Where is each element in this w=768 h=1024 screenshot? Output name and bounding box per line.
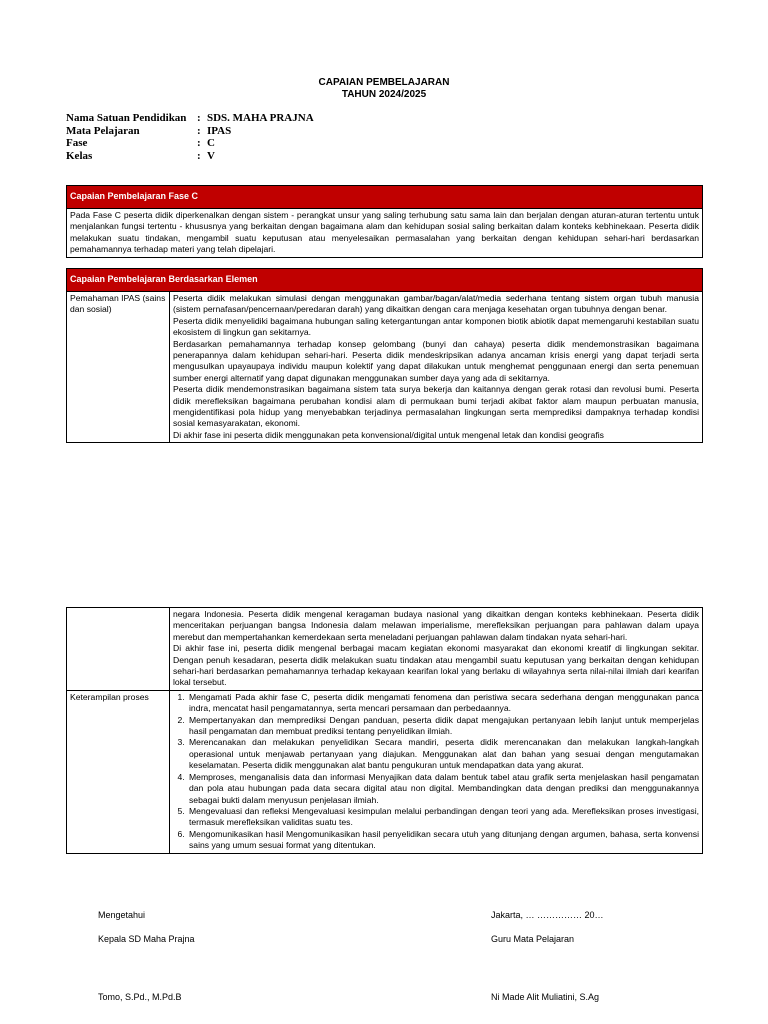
document-title: CAPAIAN PEMBELAJARAN bbox=[318, 77, 450, 88]
paragraph: negara Indonesia. Peserta didik mengenal keragaman budaya nasional yang dikaitkan dengan konteks kebhinekaan. Peserta didik menceritakan perjuangan bangsa Indonesia dalam melawan imperialisme, merefleksikan perjuangan para pahlawan dalam upaya merebut dan mempertahankan kemerdekaan serta meneladani perjuangan pahlawan dalam tindakan nyata sehari-hari. bbox=[173, 609, 699, 642]
paragraph: Di akhir fase ini, peserta didik mengenal berbagai macam kegiatan ekonomi masyarakat dan ekonomi kreatif di lingkungan sekitar. Dengan penuh kesadaran, peserta didik melakukan suatu tindakan atau mengambil suatu keputusan yang berkaitan dengan kehidupan sehari-hari berdasarkan pemahamannya terhadap kekayaan kearifan lokal yang berlaku di wilayahnya serta nilai-nilai ilmiah dari kearifan lokal tersebut. bbox=[173, 643, 699, 688]
paragraph: Peserta didik menyelidiki bagaimana hubungan saling ketergantungan antar komponen biotik abiotik dapat memengaruhi kestabilan suatu ekosistem di lingkun gan sekitarnya. bbox=[173, 315, 699, 338]
element-content-keterampilan bbox=[170, 690, 703, 853]
list-item: 3. Merencanakan dan melakukan penyelidikan Secara mandiri, peserta didik merencanakan dan melakukan langkah-langkah operasional untuk menjawab pertanyaan yang diajukan. Menggunakan alat dan bahan yang sesuai dengan mengutamakan keselamatan. Peserta didik menggunakan alat bantu pengukuran untuk mendapatkan data yang akurat. bbox=[187, 737, 699, 771]
paragraph: Di akhir fase ini peserta didik menggunakan peta konvensional/digital untuk mengenal letak dan kondisi geografis bbox=[173, 429, 604, 440]
meta-value: C bbox=[207, 137, 215, 149]
meta-row-class: Kelas : V bbox=[66, 149, 215, 162]
element-label-empty bbox=[67, 608, 170, 691]
meta-label: Nama Satuan Pendidikan bbox=[66, 112, 187, 124]
phase-text: Pada Fase C peserta didik diperkenalkan dengan sistem - perangkat unsur yang saling terhubung satu sama lain dan berjalan dengan aturan-aturan tertentu untuk menjalankan fungsi tertentu - khususnya yang berkaitan dengan bagaimana alam dan kehidupan sosial saling berkaitan dalam konteks kebhinekaan. Peserta didik melakukan suatu tindakan, mengambil suatu keputusan atau menyelesaikan permasalahan yang berkaitan dengan kehidupan sehari-hari berdasarkan pemahamannya terhadap materi yang telah dipelajari. bbox=[67, 209, 703, 258]
phase-table bbox=[66, 185, 703, 258]
signature-left-name: Tomo, S.Pd., M.Pd.B bbox=[98, 992, 182, 1002]
signature-left-role: Kepala SD Maha Prajna bbox=[98, 934, 195, 944]
paragraph: Peserta didik mendemonstrasikan bagaimana sistem tata surya bekerja dan kaitannya dengan gerak rotasi dan revolusi bumi. Peserta didik merefleksikan bagaimana perubahan kondisi alam di permukaan bumi terjadi akibat faktor alam maupun perbuatan manusia, mengidentifikasi pola hidup yang menyebabkan terjadinya permasalahan lingkungan serta memprediksi dampaknya terhadap kondisi sosial kemasyarakatan, ekonomi. bbox=[173, 384, 699, 429]
element-label-pemahaman: Pemahaman IPAS (sains dan sosial) bbox=[67, 292, 170, 443]
elements-table-page2 bbox=[66, 607, 703, 854]
signature-ack: Mengetahui bbox=[98, 910, 146, 920]
meta-row-phase: Fase : C bbox=[66, 137, 215, 149]
list-item: 5. Mengevaluasi dan refleksi Mengevaluasi kesimpulan melalui perbandingan dengan teori yang ada. Merefleksikan proses investigasi, termasuk merefleksikan validitas suatu tes. bbox=[187, 806, 699, 829]
paragraph: Peserta didik melakukan simulasi dengan menggunakan gambar/bagan/alat/media sederhana tentang sistem organ tubuh manusia (sistem pernafasan/pencernaan/peredaran darah) yang dikaitkan dengan cara menjaga kesehatan organ tubuhnya dengan benar. bbox=[173, 293, 699, 315]
process-skills-list bbox=[173, 692, 699, 852]
paragraph: Berdasarkan pemahamannya terhadap konsep gelombang (bunyi dan cahaya) peserta didik mendemonstrasikan bagaimana penerapannya dalam kehidupan sehari-hari. Peserta didik mendeskripsikan adanya ancaman krisis energi yang dapat terjadi serta mengusulkan upayaupaya individu maupun kolektif yang dapat dilakukan untuk menghemat penggunaan energi dan serta penemuan sumber energi alternatif yang dapat digunakan menggunakan sumber daya yang ada di sekitarnya. bbox=[173, 338, 699, 383]
meta-label: Mata Pelajaran bbox=[66, 124, 140, 137]
identity-block bbox=[66, 112, 314, 162]
meta-value: SDS. MAHA PRAJNA bbox=[207, 112, 314, 124]
signature-right-name: Ni Made Alit Muliatini, S.Ag bbox=[491, 992, 600, 1002]
meta-label: Fase bbox=[66, 137, 88, 149]
element-content-pemahaman bbox=[170, 292, 703, 443]
list-item: 2. Mempertanyakan dan memprediksi Dengan panduan, peserta didik dapat mengajukan pertanyaan lebih lanjut untuk memperjelas hasil pengamatan dan membuat prediksi tentang penyelidikan ilmiah. bbox=[187, 715, 699, 738]
signature-right-role: Guru Mata Pelajaran bbox=[491, 934, 575, 944]
list-item: 6. Mengomunikasikan hasil Mengomunikasikan hasil penyelidikan secara utuh yang ditunjang dengan argumen, bahasa, serta konvensi sains yang umum sesuai format yang ditentukan. bbox=[187, 829, 699, 852]
list-item: 4. Memproses, menganalisis data dan informasi Menyajikan data dalam bentuk tabel atau grafik serta menjelaskan hasil pengamatan dan pola atau hubungan pada data secara digital atau non digital. Membandingkan data dengan prediksi dan menggunakannya sebagai bukti dalam menyusun penjelasan ilmiah. bbox=[187, 772, 699, 806]
meta-row-school: Nama Satuan Pendidikan : SDS. MAHA PRAJNA bbox=[66, 112, 314, 124]
meta-label: Kelas bbox=[66, 149, 93, 162]
list-item: 1. Mengamati Pada akhir fase C, peserta didik mengamati fenomena dan peristiwa secara sederhana dengan menggunakan panca indra, mencatat hasil pengamatannya, serta mencari persamaan dan perbedaannya. bbox=[187, 692, 699, 715]
signature-place-date: Jakarta, … …………… 20… bbox=[491, 910, 604, 920]
elements-table-page1 bbox=[66, 268, 703, 443]
element-content-pemahaman-cont bbox=[170, 608, 703, 691]
document-year: TAHUN 2024/2025 bbox=[341, 89, 427, 100]
meta-value: IPAS bbox=[207, 124, 232, 137]
meta-value: V bbox=[207, 149, 215, 162]
meta-row-subject: Mata Pelajaran : IPAS bbox=[66, 124, 232, 137]
elements-header: Capaian Pembelajaran Berdasarkan Elemen bbox=[67, 269, 703, 292]
element-label-keterampilan: Keterampilan proses bbox=[67, 690, 170, 853]
phase-header: Capaian Pembelajaran Fase C bbox=[67, 186, 703, 209]
